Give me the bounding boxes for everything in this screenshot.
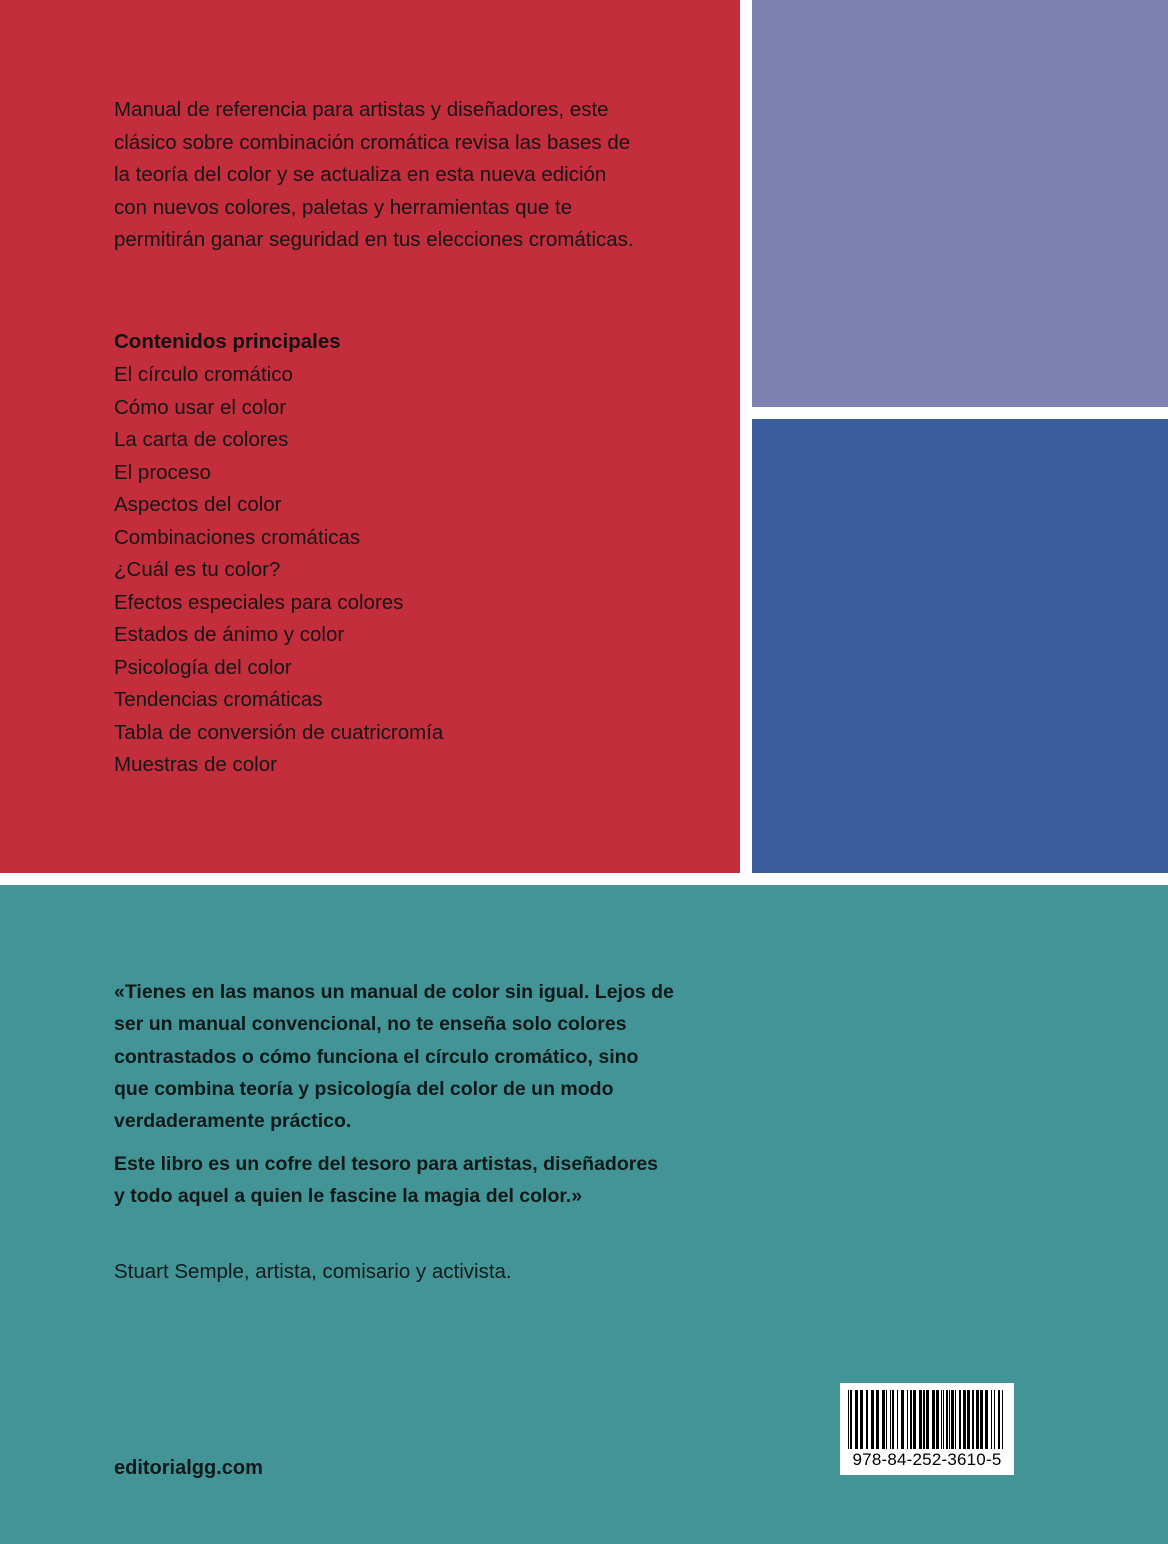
contents-item: Efectos especiales para colores <box>114 590 404 614</box>
barcode-bar <box>892 1390 894 1449</box>
barcode-bar <box>897 1390 898 1449</box>
barcode-bar <box>936 1390 939 1449</box>
contents-item: Psicología del color <box>114 655 292 679</box>
barcode-bar <box>913 1390 916 1449</box>
barcode-bar <box>886 1390 887 1449</box>
contents-item: El proceso <box>114 460 211 484</box>
barcode-bar <box>985 1390 988 1449</box>
quote-attribution: Stuart Semple, artista, comisario y activista. <box>114 1260 512 1283</box>
barcode-bar <box>910 1390 912 1449</box>
contents-item: Combinaciones cromáticas <box>114 525 361 549</box>
barcode-bar <box>907 1390 908 1449</box>
barcode-bar <box>941 1390 942 1449</box>
contents-item: Muestras de color <box>114 753 277 776</box>
barcode-bar <box>967 1390 970 1449</box>
barcode-bar <box>943 1390 944 1449</box>
barcode-bar <box>955 1390 956 1449</box>
barcode-bar <box>991 1390 992 1449</box>
contents-item: La carta de colores <box>114 428 289 451</box>
barcode-bar <box>850 1390 852 1449</box>
intro-paragraph: Manual de referencia para artistas y diseñadores, este clásico sobre combinación cromática revisa las bases de la teoría del color y se actualiza en esta nueva edición con nuevos colores, paletas y herramientas que te permitirán ganar seguridad en tus elecciones cromáticas. <box>114 98 634 252</box>
barcode-bar <box>860 1390 863 1449</box>
barcode-bar <box>994 1390 995 1449</box>
barcode-bar <box>855 1390 858 1449</box>
barcode-bar <box>972 1390 974 1449</box>
quote-paragraph-2: Este libro es un cofre del tesoro para artistas, diseñadores y todo aquel a quien le fascine la magia del color.» <box>114 1153 659 1208</box>
blue-panel <box>752 419 1168 873</box>
barcode-bar <box>919 1390 922 1449</box>
barcode-bar <box>959 1390 961 1449</box>
barcode-bars <box>848 1390 1006 1449</box>
barcode <box>840 1383 1014 1475</box>
barcode-bar <box>876 1390 879 1449</box>
contents-item: Estados de ánimo y color <box>114 623 345 646</box>
barcode-bar <box>998 1390 1000 1449</box>
barcode-bar <box>1002 1390 1003 1449</box>
isbn-number: 978-84-252-3610-5 <box>852 1450 1002 1469</box>
publisher-website: editorialgg.com <box>114 1457 263 1479</box>
barcode-bar <box>882 1390 885 1449</box>
contents-item: Aspectos del color <box>114 493 282 516</box>
barcode-bar <box>949 1390 950 1449</box>
contents-item: Tendencias cromáticas <box>114 688 323 711</box>
contents-heading: Contenidos principales <box>114 330 341 353</box>
barcode-bar <box>923 1390 925 1449</box>
barcode-bar <box>932 1390 935 1449</box>
contents-item: Tabla de conversión de cuatricromía <box>114 720 444 744</box>
barcode-bar <box>980 1390 983 1449</box>
lavender-panel <box>752 0 1168 407</box>
barcode-bar <box>890 1390 891 1449</box>
barcode-bar <box>976 1390 979 1449</box>
barcode-bar <box>963 1390 966 1449</box>
contents-list <box>114 359 443 782</box>
barcode-bar <box>946 1390 948 1449</box>
barcode-bar <box>926 1390 929 1449</box>
barcode-bar <box>871 1390 874 1449</box>
barcode-bar <box>951 1390 954 1449</box>
quote-paragraph-1: «Tienes en las manos un manual de color sin igual. Lejos de ser un manual convencional, no te enseña solo colores contrastados o cómo funciona el círculo cromático, sino que combina teoría y psicología del color de un modo verdaderamente práctico. <box>114 981 674 1133</box>
contents-item: Cómo usar el color <box>114 395 287 419</box>
barcode-bar <box>866 1390 868 1449</box>
barcode-bar <box>901 1390 904 1449</box>
barcode-bar <box>848 1390 849 1449</box>
contents-item: El círculo cromático <box>114 363 293 386</box>
contents-item: ¿Cuál es tu color? <box>114 558 281 581</box>
